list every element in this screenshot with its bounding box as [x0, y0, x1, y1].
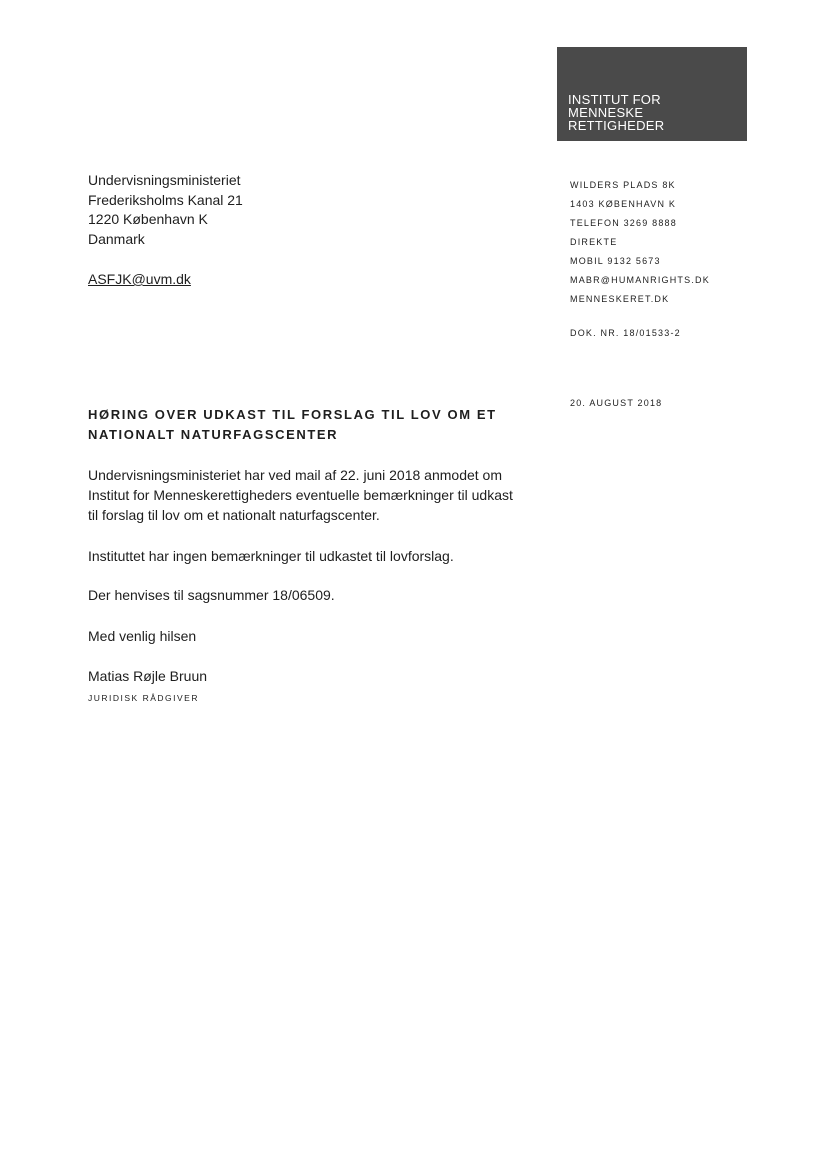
logo-text-line-3: RETTIGHEDER: [568, 118, 665, 133]
sender-city: 1403 KØBENHAVN K: [570, 199, 677, 209]
recipient-address: [88, 171, 243, 249]
paragraph-no-remarks: Instituttet har ingen bemærkninger til udkastet til lovforslag.: [88, 548, 454, 564]
paragraph-case-number: Der henvises til sagsnummer 18/06509.: [88, 587, 335, 603]
paragraph-line: Institut for Menneskerettigheders eventuelle bemærkninger til udkast: [88, 487, 513, 503]
letter-title: [88, 405, 528, 445]
recipient-name: Undervisningsministeriet: [88, 172, 241, 188]
recipient-country: Danmark: [88, 230, 145, 247]
closing-greeting: Med venlig hilsen: [88, 628, 197, 644]
paragraph-request: [88, 465, 513, 525]
document-number: DOK. NR. 18/01533-2: [570, 328, 681, 338]
title-line-1: HØRING OVER UDKAST TIL FORSLAG TIL LOV OM ET: [88, 407, 497, 422]
sender-contact-block: [570, 176, 710, 309]
recipient-city: 1220 København K: [88, 211, 208, 227]
recipient-street: Frederiksholms Kanal 21: [88, 191, 243, 208]
sender-address: WILDERS PLADS 8K: [570, 180, 676, 190]
sender-direct: DIREKTE: [570, 237, 618, 247]
sender-email: MABR@HUMANRIGHTS.DK: [570, 275, 710, 285]
sender-website: MENNESKERET.DK: [570, 294, 670, 304]
letter-date: 20. AUGUST 2018: [570, 398, 663, 408]
signer-name: Matias Røjle Bruun: [88, 668, 208, 684]
sender-mobile: MOBIL 9132 5673: [570, 256, 661, 266]
recipient-email-link[interactable]: ASFJK@uvm.dk: [88, 271, 191, 287]
title-line-2: NATIONALT NATURFAGSCENTER: [88, 427, 339, 442]
paragraph-line: Undervisningsministeriet har ved mail af 22. juni 2018 anmodet om: [88, 467, 502, 483]
signer-role: JURIDISK RÅDGIVER: [88, 693, 199, 703]
paragraph-line: til forslag til lov om et nationalt naturfagscenter.: [88, 507, 380, 523]
logo-text-line-1: INSTITUT FOR: [568, 92, 661, 107]
logo-text-line-2: MENNESKE: [568, 105, 644, 120]
sender-phone: TELEFON 3269 8888: [570, 218, 677, 228]
